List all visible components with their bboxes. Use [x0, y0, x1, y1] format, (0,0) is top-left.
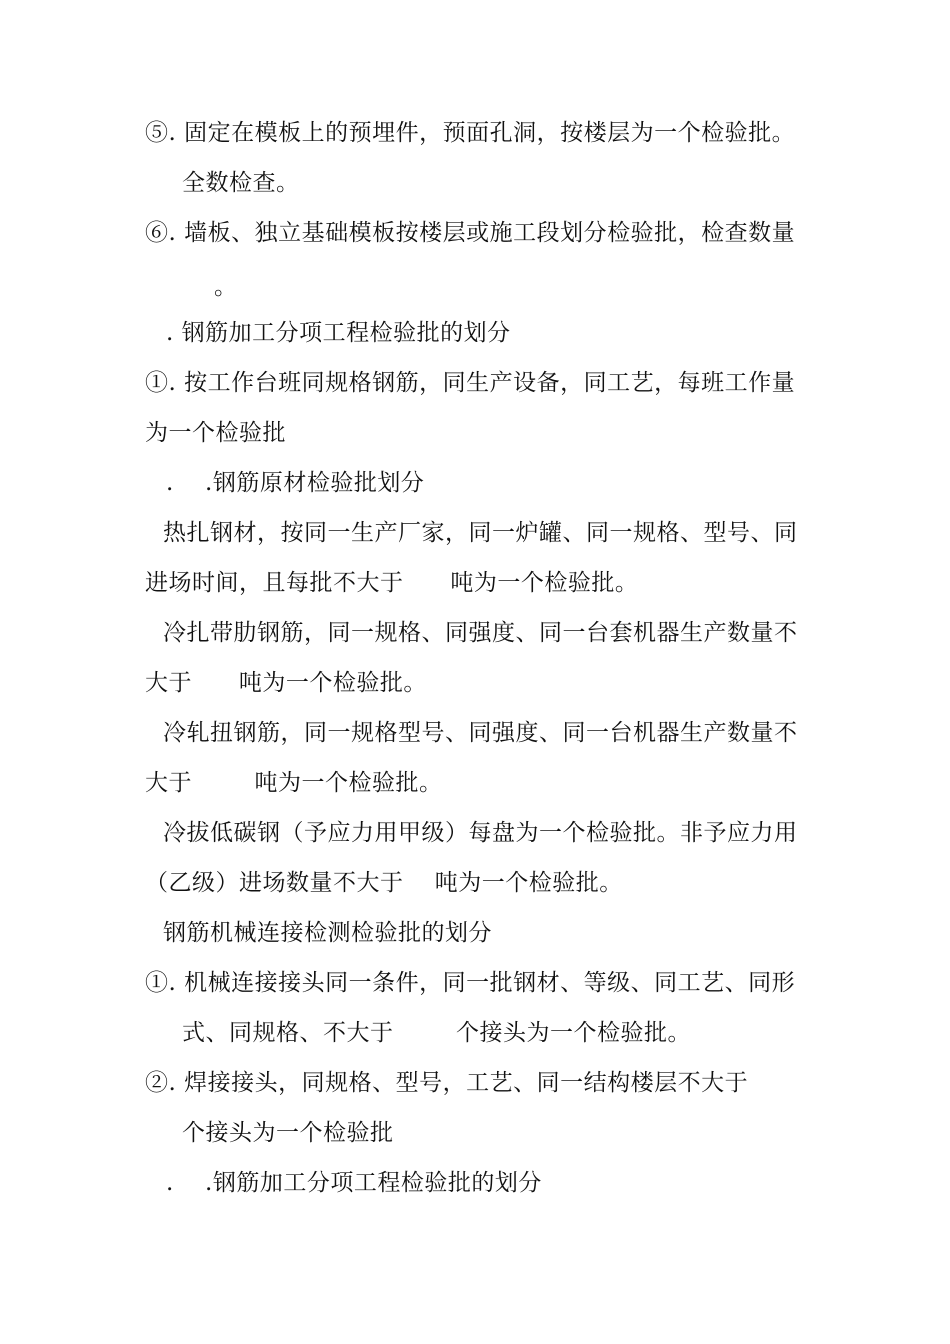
text-line: ①. 按工作台班同规格钢筋，同生产设备，同工艺，每班工作量	[145, 370, 796, 396]
text-line: 大于 吨为一个检验批。	[145, 770, 443, 796]
text-line: ⑥. 墙板、独立基础模板按楼层或施工段划分检验批，检查数量	[145, 220, 796, 246]
text-line: 个接头为一个检验批	[182, 1120, 394, 1146]
text-line: 冷轧扭钢筋，同一规格型号、同强度、同一台机器生产数量不	[163, 720, 798, 746]
text-line: 全数检查。	[182, 170, 300, 196]
text-line: 热扎钢材，按同一生产厂家，同一炉罐、同一规格、型号、同	[163, 520, 798, 546]
text-line: 式、同规格、不大于 个接头为一个检验批。	[182, 1020, 691, 1046]
text-line: 为一个检验批	[145, 420, 286, 446]
text-line: 冷扎带肋钢筋，同一规格、同强度、同一台套机器生产数量不	[163, 620, 798, 646]
text-line: 进场时间，且每批不大于 吨为一个检验批。	[145, 570, 639, 596]
section-heading: . .钢筋加工分项工程检验批的划分	[166, 1170, 542, 1196]
text-line: 大于 吨为一个检验批。	[145, 670, 427, 696]
section-heading: 钢筋机械连接检测检验批的划分	[163, 920, 492, 946]
text-line: （乙级）进场数量不大于 吨为一个检验批。	[145, 870, 623, 896]
text-line: ⑤. 固定在模板上的预埋件，预面孔洞，按楼层为一个检验批。	[145, 120, 796, 146]
text-line: ①. 机械连接接头同一条件，同一批钢材、等级、同工艺、同形	[145, 970, 796, 996]
text-line: ②. 焊接接头，同规格、型号，工艺、同一结构楼层不大于	[145, 1070, 749, 1096]
section-heading: . 钢筋加工分项工程检验批的划分	[166, 320, 511, 346]
text-line: 。	[214, 274, 238, 300]
text-line: 冷拔低碳钢（予应力用甲级）每盘为一个检验批。非予应力用	[163, 820, 798, 846]
section-heading: . .钢筋原材检验批划分	[166, 470, 425, 496]
